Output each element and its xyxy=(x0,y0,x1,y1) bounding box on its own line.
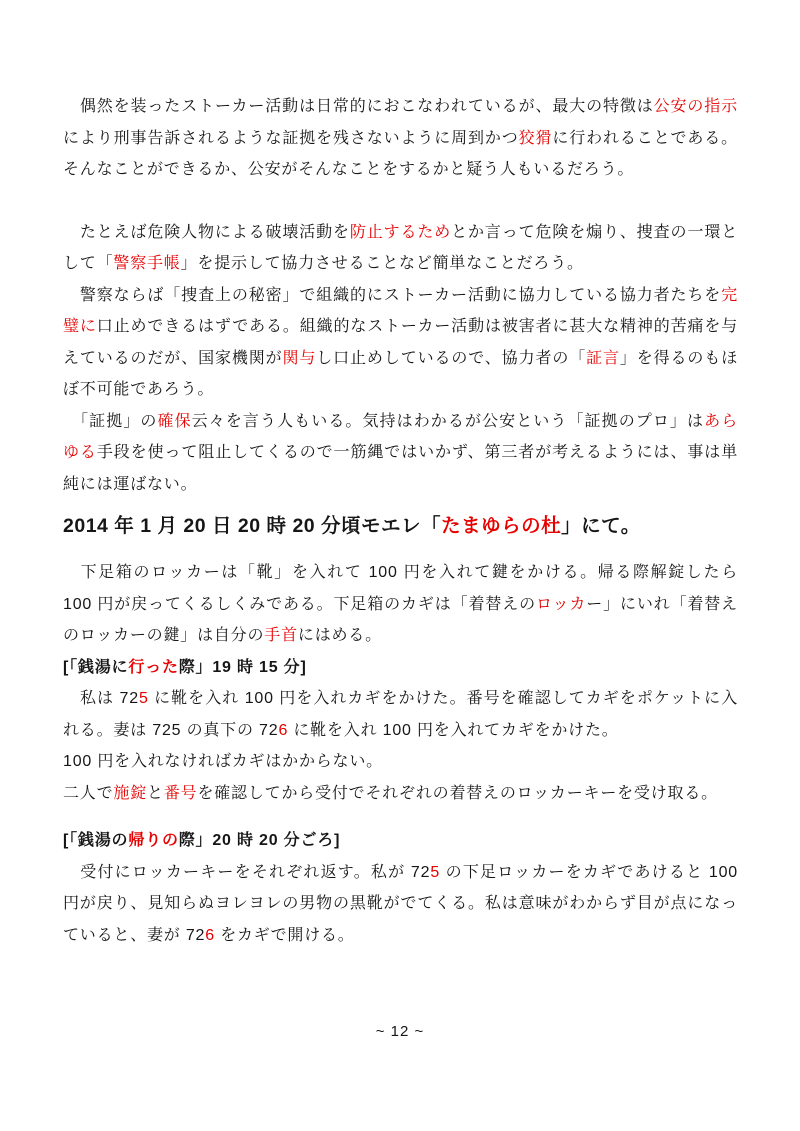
highlighted-text: たまゆらの杜 xyxy=(441,515,562,537)
highlighted-text: 番号 xyxy=(163,784,198,802)
bracket-subheading xyxy=(63,652,738,684)
text-run: 口止めできるはずである。組織的なストーカー活動は被害者に甚大な精神的苦痛を与えているのだが、国家機関が xyxy=(63,318,738,367)
highlighted-text: 6 xyxy=(205,926,215,944)
paragraph xyxy=(63,406,738,501)
highlighted-text: 施錠 xyxy=(113,784,148,802)
text-run: に靴を入れ 100 円を入れカギをかけた。番号を確認してカギをポケットに入れる。妻は 725 の真下の 72 xyxy=(63,690,738,739)
highlighted-text: 5 xyxy=(430,863,441,881)
blank-line xyxy=(63,809,738,825)
text-run: と xyxy=(147,784,164,802)
section-heading xyxy=(63,509,738,543)
highlighted-text: 証言 xyxy=(586,349,620,367)
paragraph xyxy=(63,280,738,406)
text-run: たとえば危険人物による破壊活動を xyxy=(63,223,350,241)
text-run: にはめる。 xyxy=(297,627,382,644)
paragraph xyxy=(63,857,738,952)
text-run: 」を得るのもほぼ不可能であろう。 xyxy=(63,349,738,398)
highlighted-text: 防止するため xyxy=(349,223,452,241)
text-run: し口止めしているので、協力者の「 xyxy=(316,349,587,367)
bracket-subheading xyxy=(63,825,738,857)
highlighted-text: 狡猾 xyxy=(518,129,553,147)
text-run: [「銭湯の xyxy=(63,832,129,849)
text-run: に靴を入れ 100 円を入れてカギをかけた。 xyxy=(288,721,619,739)
text-run: 云々を言う人もいる。気持はわかるが公安という「証拠のプロ」は xyxy=(191,412,705,430)
text-run: 下足箱のロッカーは「靴」を入れて 100 円を入れて鍵をかける。帰る際解錠したら 100 円が戻ってくるしくみである。下足箱のカギは「着替えの xyxy=(63,564,738,613)
paragraph xyxy=(63,557,738,652)
blank-line xyxy=(63,186,738,217)
paragraph xyxy=(63,778,738,810)
highlighted-text: 関与 xyxy=(282,349,317,367)
text-run: 私は 72 xyxy=(63,690,139,707)
text-run: 受付にロッカーキーをそれぞれ返す。私が 72 xyxy=(63,863,431,881)
highlighted-text: 5 xyxy=(138,690,149,707)
text-run: をカギで開ける。 xyxy=(214,926,355,944)
highlighted-text: 確保 xyxy=(157,412,192,430)
highlighted-text: 警察手帳 xyxy=(113,255,181,272)
paragraph xyxy=(63,683,738,746)
text-run: 警察ならば「捜査上の秘密」で組織的にストーカー活動に協力している協力者たちを xyxy=(63,286,722,304)
text-run: 100 円を入れなければカギはかからない。 xyxy=(63,753,383,770)
page-number: ~ 12 ~ xyxy=(375,1023,425,1040)
text-run: [「銭湯に xyxy=(63,658,129,676)
text-run: により刑事告訴されるような証拠を残さないように周到かつ xyxy=(63,129,519,147)
highlighted-text: 帰りの xyxy=(128,832,179,849)
text-run: 」を提示して協力させることなど簡単なことだろう。 xyxy=(180,255,584,272)
text-run: に行われることである。そんなことができるか、公安がそんなことをするかと疑う人もいるだろう。 xyxy=(63,129,738,178)
text-run: とか言って危険を煽り、捜査の一環として「 xyxy=(63,223,738,272)
document-body xyxy=(63,91,738,951)
text-run: 「証拠」の xyxy=(63,412,158,430)
text-run: 偶然を装ったストーカー活動は日常的におこなわれているが、最大の特徴は xyxy=(63,98,654,115)
highlighted-text: 手首 xyxy=(264,627,298,644)
text-run: 際」19 時 15 分] xyxy=(178,658,307,676)
text-run: ー」にいれ「着替えのロッカーの鍵」は自分の xyxy=(63,595,738,644)
text-run: 二人で xyxy=(63,784,114,802)
paragraph xyxy=(63,746,738,778)
text-run: を確認してから受付でそれぞれの着替えのロッカーキーを受け取る。 xyxy=(197,784,718,802)
text-run: 手段を使って阻止してくるので一筋縄ではいかず、第三者が考えるようには、事は単純には運ばない。 xyxy=(63,444,738,493)
highlighted-text: 6 xyxy=(278,721,289,739)
highlighted-text: 完璧に xyxy=(63,286,738,335)
highlighted-text: あらゆる xyxy=(63,412,738,461)
text-run: 2014 年 1 月 20 日 20 時 20 分頃モエレ「 xyxy=(63,515,442,537)
paragraph xyxy=(63,217,738,280)
highlighted-text: 行った xyxy=(128,658,179,676)
text-run: の下足ロッカーをカギであけると 100 円が戻り、見知らぬヨレヨレの男物の黒靴がでてくる。私は意味がわからず目が点になっていると、妻が 72 xyxy=(63,863,738,944)
paragraph xyxy=(63,91,738,186)
text-run: 」にて。 xyxy=(561,515,641,537)
highlighted-text: 公安の指示 xyxy=(653,98,738,115)
text-run: 際」20 時 20 分ごろ] xyxy=(178,832,341,849)
highlighted-text: ロッカ xyxy=(535,595,587,613)
